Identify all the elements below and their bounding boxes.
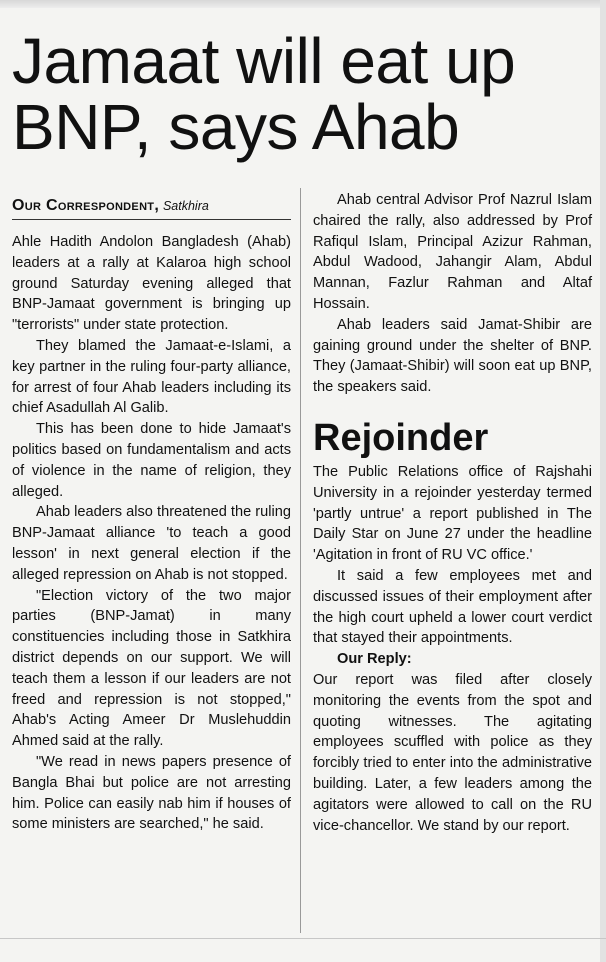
headline [12,25,602,163]
byline [12,196,291,220]
article-paragraph: "Election victory of the two major parties (BNP-Jamat) in many constituencies including those in Satkhira district depends on our support. We will teach them a lesson if our leaders are not freed and repression is not stopped," Ahab's Acting Ameer Dr Muslehuddin Ahmed said at the rally. [12,587,291,750]
reply-text: Our report was filed after closely monitoring the events from the spot and quoting witnesses. The agitating employees scuffled with police as they forcibly tried to enter into the administrative building. Later, a few leaders among the agitators were allowed to call on the RU vice-chancellor. We stand by our report. [313,671,592,834]
rejoinder-heading: Rejoinder [313,416,489,459]
headline-line-2: BNP, says Ahab [12,91,460,163]
article-right-column [313,190,592,836]
column-divider [300,188,301,933]
bottom-rule [0,938,606,939]
rejoinder-paragraph: The Public Relations office of Rajshahi University in a rejoinder yesterday termed 'partly untrue' a report published in The Daily Star on June 27 under the headline 'Agitation in front of RU VC office.' [313,463,592,564]
rejoinder-paragraph: It said a few employees met and discussed issues of their employment after the high court upheld a lower court verdict that stayed their appointments. [313,567,592,647]
byline-author: Our Correspondent, [12,197,160,214]
top-edge-strip [0,0,606,8]
article-paragraph: "We read in news papers presence of Bangla Bhai but police are not arresting him. Police can easily nab him if houses of some ministers are searched," he said. [12,753,291,833]
byline-location: Satkhira [162,199,209,213]
headline-line-1: Jamaat will eat up [12,25,516,97]
article-paragraph: They blamed the Jamaat-e-Islami, a key partner in the ruling four-party alliance, for arrest of four Ahab leaders including its chief Asadullah Al Galib. [12,337,291,417]
article-paragraph: Ahab central Advisor Prof Nazrul Islam chaired the rally, also addressed by Prof Rafiqul Islam, Principal Azizur Rahman, Abdul Wadood, Jahangir Alam, Abdul Mannan, Fazlur Rahman and Altaf Hossain. [313,192,592,312]
reply-label: Our Reply: [337,651,412,668]
article-paragraph: This has been done to hide Jamaat's politics based on fundamentalism and acts of violence in the name of religion, they alleged. [12,421,291,500]
article-left-column [12,232,291,835]
article-paragraph: Ahle Hadith Andolon Bangladesh (Ahab) leaders at a rally at Kalaroa high school ground Saturday evening alleged that BNP-Jamaat government is bringing up "terrorists" under state protection. [12,234,291,334]
article-paragraph: Ahab leaders said Jamat-Shibir are gaining ground under the shelter of BNP. They (Jamaat-Shibir) will soon eat up BNP, the speakers said. [313,316,592,396]
article-paragraph: Ahab leaders also threatened the ruling BNP-Jamaat alliance 'to teach a good lesson' in next general election if the alleged repression on Ahab is not stopped. [12,504,291,583]
